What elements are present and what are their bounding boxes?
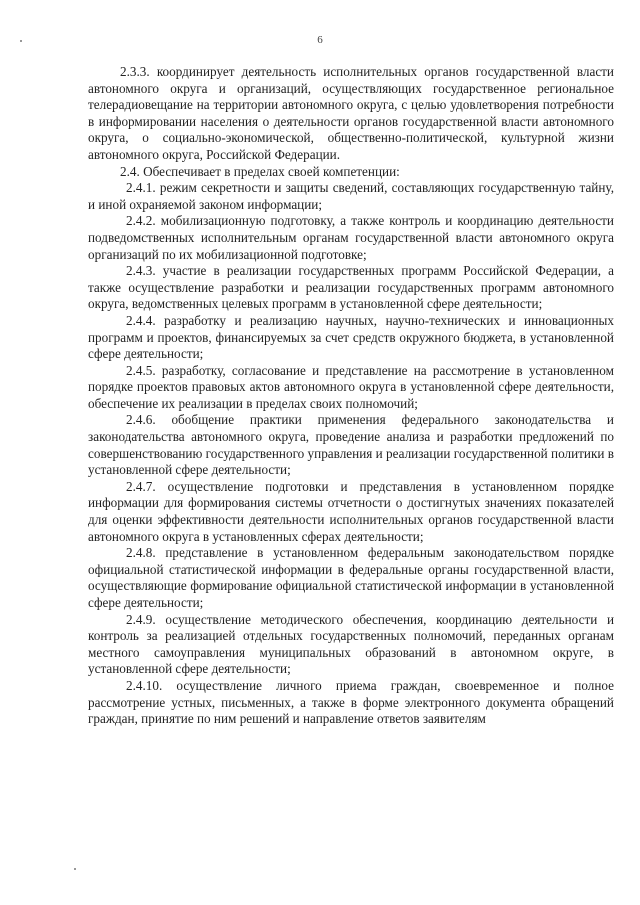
- paragraph-2-4-2: 2.4.2. мобилизационную подготовку, а также контроль и координацию деятельности подведомственных исполнительным органам государственной власти автономного округа организаций по их мобилизационной подготовке;: [88, 213, 614, 262]
- paragraph-2-4-10: 2.4.10. осуществление личного приема граждан, своевременное и полное рассмотрение устных, письменных, а также в форме электронного документа обращений граждан, принятие по ним решений и направление ответов заявителям: [88, 677, 614, 727]
- page-number: 6: [317, 34, 323, 46]
- paragraph-2-4-1: 2.4.1. режим секретности и защиты сведений, составляющих государственную тайну, и иной охраняемой законом информации;: [88, 180, 614, 212]
- paragraph-2-3-3: 2.3.3. координирует деятельность исполнительных органов государственной власти автономного округа и организаций, осуществляющих государственное региональное телерадиовещание на территории автономного округа, с целью удовлетворения потребности в информировании населения о деятельности органов государственной власти автономного округа, о социально-экономической, общественно-политической, культурной жизни автономного округа, Российской Федерации.: [88, 64, 614, 162]
- paragraph-2-4: 2.4. Обеспечивает в пределах своей компетенции:: [120, 163, 400, 179]
- paragraph-2-4-9: 2.4.9. осуществление методического обеспечения, координацию деятельности и контроль за реализацией отдельных государственных полномочий, переданных органам местного самоуправления муниципальных образований в автономном округе, в установленной сфере деятельности;: [88, 611, 614, 677]
- paragraph-2-4-6: 2.4.6. обобщение практики применения федерального законодательства и законодательства автономного округа, проведение анализа и разработки предложений по совершенствованию государственного управления и реализации государственной политики в установленной сфере деятельности;: [88, 412, 614, 478]
- scan-speck: [74, 868, 76, 870]
- paragraph-2-4-5: 2.4.5. разработку, согласование и представление на рассмотрение в установленном порядке проектов правовых актов автономного округа в установленной сфере деятельности, обеспечение их реализации в пределах своих полномочий;: [88, 362, 614, 411]
- paragraph-2-4-8: 2.4.8. представление в установленном федеральным законодательством порядке официальной статистической информации в федеральные органы государственной власти, осуществляющие формирование официальной статистической информации в установленной сфере деятельности;: [88, 545, 614, 610]
- paragraph-2-4-7: 2.4.7. осуществление подготовки и представления в установленном порядке информации для формирования системы отчетности о достигнутых значениях показателей для оценки эффективности деятельности исполнительных органов государственной власти автономного округа в установленных сферах деятельности;: [88, 478, 614, 544]
- paragraph-2-4-3: 2.4.3. участие в реализации государственных программ Российской Федерации, а также осуществление разработки и реализации государственных программ автономного округа, ведомственных целевых программ в установленной сфере деятельности;: [88, 263, 614, 312]
- document-body: [88, 64, 614, 728]
- scan-speck: [20, 40, 22, 42]
- paragraph-2-4-4: 2.4.4. разработку и реализацию научных, научно-технических и инновационных программ и проектов, финансируемых за счет средств окружного бюджета, в установленной сфере деятельности;: [88, 312, 614, 362]
